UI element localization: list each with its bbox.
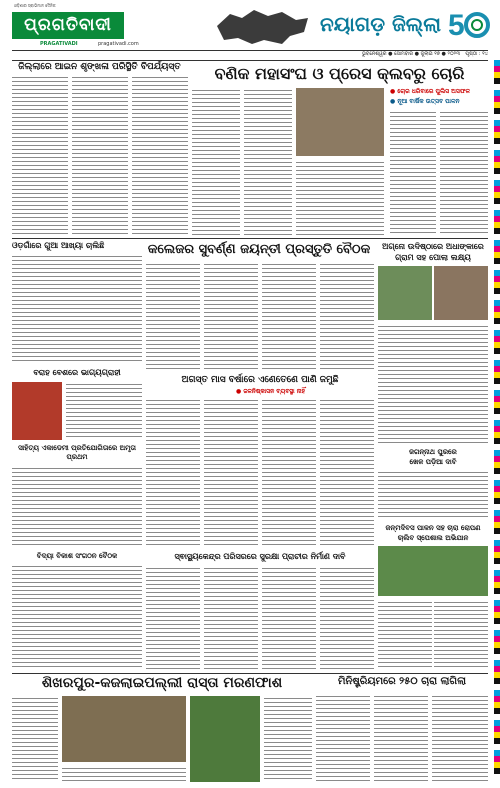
- headline-law-order: ଜିଲ୍ଲାରେ ଆଇନ ଶୃଙ୍ଖଳା ପରିସ୍ଥିତି ବିପର୍ଯ୍ୟସ୍ତ: [18, 62, 181, 72]
- article-text-col: [66, 382, 142, 440]
- article-text-col: [12, 254, 142, 364]
- article-text-col: [374, 694, 428, 782]
- article-text-col: [390, 110, 436, 235]
- article-text-col: [244, 88, 292, 235]
- article-text-col: [440, 110, 488, 235]
- issue-date: ଭୁବନେଶ୍ୱର ● ସୋମବାର ● ଜୁଲାଇ ୧୭ ● ୨୦୨୩: [361, 51, 460, 57]
- article-text-col: [12, 466, 142, 548]
- headline-playground-line2: ଖେଳ ପଡ଼ିଆ ଦାବି: [409, 458, 457, 466]
- article-text-col: [12, 564, 142, 670]
- headline-fire-line2: ଗ୍ରାମ ସହ ପୋଲା ଲକ୍ଷ୍ୟ: [395, 253, 471, 262]
- article-text-col: [12, 75, 68, 235]
- article-text-col: [204, 566, 258, 670]
- article-subhead: ● ନୂଆ ବାର୍ଷିକ ଉତ୍ସବ ପାଳନ: [390, 98, 460, 105]
- headline-saplings: ମିନିଷ୍ଟ୍ରିୟମରେ ୨୫୦ ଚାରା ଲାଗିଲା: [338, 676, 466, 687]
- header-topline: ଓଡ଼ିଶାର ସ୍ଵାଭିମାନ ଦୈନିକ: [14, 3, 56, 8]
- article-text-col: [378, 324, 488, 444]
- headline-theft: ବଣିକ ମହାସଂଘ ଓ ପ୍ରେସ କ୍ଲବରୁ ଚୋରି: [214, 64, 465, 83]
- page-number: ପୃଷ୍ଠା : ୧୪: [465, 51, 488, 57]
- article-text-col: [204, 398, 258, 548]
- headline-sahitya: ସାହିତ୍ୟ ଏକାଡେମୀ ପ୍ରତିଯୋଗିତାରେ ଅମୃତା ପ୍ରଥମ: [18, 444, 136, 461]
- headline-vidya: ବିଦ୍ୟା ବିକାଶ ସଂଗଠନ ବୈଠକ: [36, 552, 118, 560]
- article-text-col: [378, 470, 488, 520]
- article-photo: [434, 266, 488, 320]
- photo-caption: [62, 766, 186, 782]
- svg-text:5: 5: [448, 9, 465, 42]
- article-photo: [296, 88, 384, 156]
- article-text-col: [146, 566, 200, 670]
- article-text-col: [72, 75, 128, 235]
- article-text-col: [432, 694, 488, 782]
- anniversary-logo-icon: [444, 5, 490, 45]
- headline-plantation: ଜନ୍ମଦିବସ ପାଳନ ସହ ଚାରା ରୋପଣ: [385, 524, 481, 532]
- headline-road: ଶିଖରପୁର-କଜଲାଇପଲ୍ଲୀ ରାସ୍ତା ମରଣଫାଶ: [41, 675, 283, 691]
- article-text-col: [378, 600, 432, 670]
- article-text-col: [262, 566, 316, 670]
- masthead-url: pragativadi.com: [98, 41, 139, 47]
- district-map-icon: [212, 6, 312, 48]
- headline-fire: ଅଗ୍ନୋ ଉଦିଷ୍ଠାରେ ଅଧାଙ୍କାରେ: [382, 242, 484, 251]
- road-photo: [190, 696, 260, 782]
- headline-village: ଓଡ଼ଗାଁରେ ଗୁଆ ଆଖ୍ୟା ଚାଲିଛି: [12, 241, 105, 250]
- masthead-logo: ପ୍ରଗତିବାଦୀ: [12, 12, 124, 39]
- article-text-col: [434, 600, 488, 670]
- article-text-col: [320, 398, 374, 548]
- article-subhead: ● ଜଳନିଷ୍କାସନ ବ୍ୟବସ୍ଥା ନାହିଁ: [236, 388, 306, 395]
- section-divider: [12, 673, 488, 674]
- headline-varaha: ବରାହ ବେଶରେ ଭାଗ୍ୟଗ୍ରାହୀ: [33, 368, 121, 377]
- article-text-col: [192, 88, 240, 235]
- article-text-col: [146, 398, 200, 548]
- road-photo: [62, 696, 186, 762]
- district-title: ନୟାଗଡ଼ ଜିଲ୍ଲା: [320, 12, 441, 36]
- headline-playground: ଜଗନ୍ନାଥ ପୁରରେ: [409, 448, 457, 456]
- article-photo: [378, 266, 432, 320]
- print-registration-marks: [494, 60, 500, 780]
- article-text-col: [320, 566, 374, 670]
- headline-wall: ସ୍ଵାସ୍ଥ୍ୟକେନ୍ଦ୍ର ପରିସରରେ ସୁରକ୍ଷା ପ୍ରାଚୀର ନିର୍ମାଣ ଦାବି: [174, 552, 346, 561]
- plantation-photo: [378, 546, 488, 596]
- article-text-col: [320, 262, 374, 372]
- article-subhead: ● ଚୋର ଧରିବାରେ ପୁଲିସ ଅସଫଳ: [390, 88, 470, 95]
- headline-college: କଲେଜର ସୁବର୍ଣ୍ଣ ଜୟନ୍ତୀ ପ୍ରସ୍ତୁତି ବୈଠକ: [147, 242, 371, 257]
- article-text-col: [146, 262, 200, 372]
- headline-rain: ଅଗସ୍ତ ମାସ ବର୍ଷାରେ ଏଣେତେଣେ ପାଣି ଜମୁଛି: [181, 375, 339, 385]
- section-divider: [12, 238, 488, 239]
- article-text-col: [296, 160, 384, 235]
- deity-photo: [12, 382, 62, 440]
- article-text-col: [264, 696, 312, 782]
- article-text-col: [12, 696, 58, 782]
- article-text-col: [262, 398, 316, 548]
- headline-plantation-line2: ଚାଲିବ ସ୍ପେଶାଲ ଅଭିଯାନ: [397, 534, 469, 542]
- article-text-col: [316, 694, 370, 782]
- article-text-col: [132, 75, 188, 235]
- masthead-subtitle: PRAGATIVADI: [40, 41, 78, 47]
- article-text-col: [204, 262, 258, 372]
- article-text-col: [262, 262, 316, 372]
